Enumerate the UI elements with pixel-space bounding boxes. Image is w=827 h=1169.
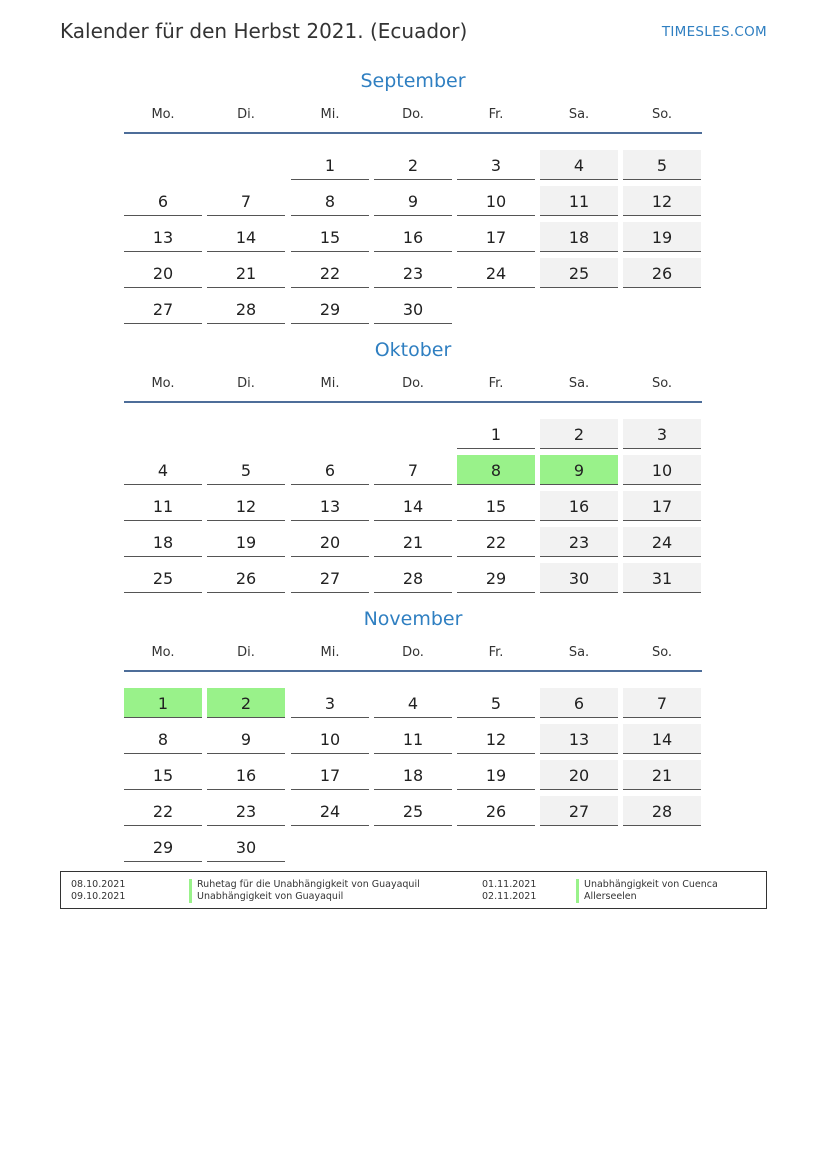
day-cell: 26 bbox=[207, 563, 285, 593]
weekday-label: Do. bbox=[402, 645, 424, 660]
day-cell: 26 bbox=[457, 796, 535, 826]
day-cell-holiday: 1 bbox=[124, 688, 202, 718]
day-cell: 14 bbox=[623, 724, 701, 754]
page-title: Kalender für den Herbst 2021. (Ecuador) bbox=[60, 19, 468, 43]
day-cell: 13 bbox=[291, 491, 369, 521]
month-title: September bbox=[360, 70, 466, 92]
legend-date: 08.10.2021 bbox=[71, 879, 126, 890]
weekday-label: Fr. bbox=[488, 645, 504, 660]
day-cell: 12 bbox=[207, 491, 285, 521]
weekday-label: Sa. bbox=[568, 107, 590, 122]
legend-item bbox=[482, 879, 752, 891]
holiday-color-marker bbox=[189, 879, 192, 891]
day-cell: 11 bbox=[124, 491, 202, 521]
day-cell: 3 bbox=[457, 150, 535, 180]
day-cell: 24 bbox=[623, 527, 701, 557]
day-cell: 24 bbox=[291, 796, 369, 826]
day-cell: 23 bbox=[207, 796, 285, 826]
day-cell: 9 bbox=[374, 186, 452, 216]
legend-date: 02.11.2021 bbox=[482, 891, 537, 902]
day-cell: 27 bbox=[124, 294, 202, 324]
legend-item bbox=[482, 891, 752, 903]
day-cell: 23 bbox=[374, 258, 452, 288]
weekday-label: Di. bbox=[237, 645, 255, 660]
day-cell: 22 bbox=[124, 796, 202, 826]
legend-name: Unabhängigkeit von Cuenca bbox=[584, 879, 718, 890]
day-cell: 7 bbox=[207, 186, 285, 216]
legend-name: Ruhetag für die Unabhängigkeit von Guayaquil bbox=[197, 879, 420, 890]
day-cell: 1 bbox=[291, 150, 369, 180]
day-cell: 12 bbox=[457, 724, 535, 754]
day-cell: 8 bbox=[124, 724, 202, 754]
day-cell: 19 bbox=[207, 527, 285, 557]
weekday-label: Mo. bbox=[151, 645, 175, 660]
weekday-header bbox=[124, 376, 702, 398]
weekday-label: Do. bbox=[402, 107, 424, 122]
month-title: November bbox=[363, 608, 463, 630]
day-cell: 27 bbox=[291, 563, 369, 593]
weekday-label: Fr. bbox=[488, 376, 504, 391]
weekday-label: So. bbox=[651, 645, 673, 660]
day-cell: 24 bbox=[457, 258, 535, 288]
day-cell: 4 bbox=[124, 455, 202, 485]
day-cell: 13 bbox=[540, 724, 618, 754]
day-cell: 4 bbox=[374, 688, 452, 718]
day-cell: 13 bbox=[124, 222, 202, 252]
day-cell: 30 bbox=[207, 832, 285, 862]
day-cell: 6 bbox=[124, 186, 202, 216]
day-cell: 29 bbox=[291, 294, 369, 324]
day-cell: 28 bbox=[207, 294, 285, 324]
day-cell: 29 bbox=[457, 563, 535, 593]
weekday-label: Mi. bbox=[320, 376, 340, 391]
weekday-label: Do. bbox=[402, 376, 424, 391]
weekday-label: Fr. bbox=[488, 107, 504, 122]
weekday-label: Sa. bbox=[568, 645, 590, 660]
day-cell: 10 bbox=[623, 455, 701, 485]
day-cell: 25 bbox=[124, 563, 202, 593]
day-cell-holiday: 9 bbox=[540, 455, 618, 485]
day-cell: 25 bbox=[540, 258, 618, 288]
day-cell: 22 bbox=[457, 527, 535, 557]
legend-date: 01.11.2021 bbox=[482, 879, 537, 890]
day-cell: 16 bbox=[540, 491, 618, 521]
day-cell: 18 bbox=[540, 222, 618, 252]
day-cell: 18 bbox=[124, 527, 202, 557]
day-cell: 16 bbox=[207, 760, 285, 790]
day-cell: 14 bbox=[374, 491, 452, 521]
day-cell: 7 bbox=[623, 688, 701, 718]
day-cell: 3 bbox=[291, 688, 369, 718]
day-cell: 28 bbox=[374, 563, 452, 593]
weekday-label: So. bbox=[651, 376, 673, 391]
day-cell: 2 bbox=[540, 419, 618, 449]
header-divider bbox=[124, 401, 702, 403]
day-cell: 30 bbox=[374, 294, 452, 324]
day-cell: 21 bbox=[623, 760, 701, 790]
day-cell: 15 bbox=[124, 760, 202, 790]
weekday-label: So. bbox=[651, 107, 673, 122]
day-cell: 31 bbox=[623, 563, 701, 593]
day-cell: 27 bbox=[540, 796, 618, 826]
holiday-legend bbox=[60, 871, 767, 909]
legend-name: Allerseelen bbox=[584, 891, 637, 902]
day-cell: 11 bbox=[540, 186, 618, 216]
holiday-color-marker bbox=[576, 891, 579, 903]
day-cell: 16 bbox=[374, 222, 452, 252]
day-cell: 5 bbox=[207, 455, 285, 485]
day-cell: 19 bbox=[623, 222, 701, 252]
day-cell: 5 bbox=[623, 150, 701, 180]
day-cell: 23 bbox=[540, 527, 618, 557]
day-cell: 10 bbox=[457, 186, 535, 216]
weekday-label: Mi. bbox=[320, 645, 340, 660]
day-cell: 18 bbox=[374, 760, 452, 790]
legend-item bbox=[71, 879, 420, 891]
day-cell-holiday: 2 bbox=[207, 688, 285, 718]
day-cell: 6 bbox=[540, 688, 618, 718]
brand-link[interactable]: TIMESLES.COM bbox=[661, 24, 767, 40]
day-cell: 26 bbox=[623, 258, 701, 288]
holiday-color-marker bbox=[189, 891, 192, 903]
day-cell: 20 bbox=[124, 258, 202, 288]
weekday-label: Sa. bbox=[568, 376, 590, 391]
weekday-label: Mo. bbox=[151, 376, 175, 391]
day-cell: 15 bbox=[291, 222, 369, 252]
day-cell: 21 bbox=[207, 258, 285, 288]
day-cell: 20 bbox=[540, 760, 618, 790]
day-cell: 6 bbox=[291, 455, 369, 485]
day-cell: 1 bbox=[457, 419, 535, 449]
day-cell: 21 bbox=[374, 527, 452, 557]
day-cell: 17 bbox=[291, 760, 369, 790]
weekday-label: Di. bbox=[237, 107, 255, 122]
day-cell: 4 bbox=[540, 150, 618, 180]
day-cell: 25 bbox=[374, 796, 452, 826]
day-cell-holiday: 8 bbox=[457, 455, 535, 485]
day-cell: 15 bbox=[457, 491, 535, 521]
legend-name: Unabhängigkeit von Guayaquil bbox=[197, 891, 344, 902]
day-cell: 20 bbox=[291, 527, 369, 557]
weekday-header bbox=[124, 107, 702, 129]
day-cell: 2 bbox=[374, 150, 452, 180]
month-title: Oktober bbox=[374, 339, 452, 361]
day-cell: 17 bbox=[623, 491, 701, 521]
header-divider bbox=[124, 132, 702, 134]
day-cell: 9 bbox=[207, 724, 285, 754]
day-cell: 8 bbox=[291, 186, 369, 216]
weekday-header bbox=[124, 645, 702, 667]
day-cell: 12 bbox=[623, 186, 701, 216]
weekday-label: Di. bbox=[237, 376, 255, 391]
day-cell: 5 bbox=[457, 688, 535, 718]
day-cell: 14 bbox=[207, 222, 285, 252]
day-cell: 7 bbox=[374, 455, 452, 485]
day-cell: 10 bbox=[291, 724, 369, 754]
day-cell: 11 bbox=[374, 724, 452, 754]
weekday-label: Mi. bbox=[320, 107, 340, 122]
holiday-color-marker bbox=[576, 879, 579, 891]
legend-item bbox=[71, 891, 401, 903]
day-cell: 29 bbox=[124, 832, 202, 862]
day-cell: 22 bbox=[291, 258, 369, 288]
day-cell: 28 bbox=[623, 796, 701, 826]
day-cell: 30 bbox=[540, 563, 618, 593]
day-cell: 19 bbox=[457, 760, 535, 790]
day-cell: 17 bbox=[457, 222, 535, 252]
weekday-label: Mo. bbox=[151, 107, 175, 122]
header-divider bbox=[124, 670, 702, 672]
legend-date: 09.10.2021 bbox=[71, 891, 126, 902]
day-cell: 3 bbox=[623, 419, 701, 449]
